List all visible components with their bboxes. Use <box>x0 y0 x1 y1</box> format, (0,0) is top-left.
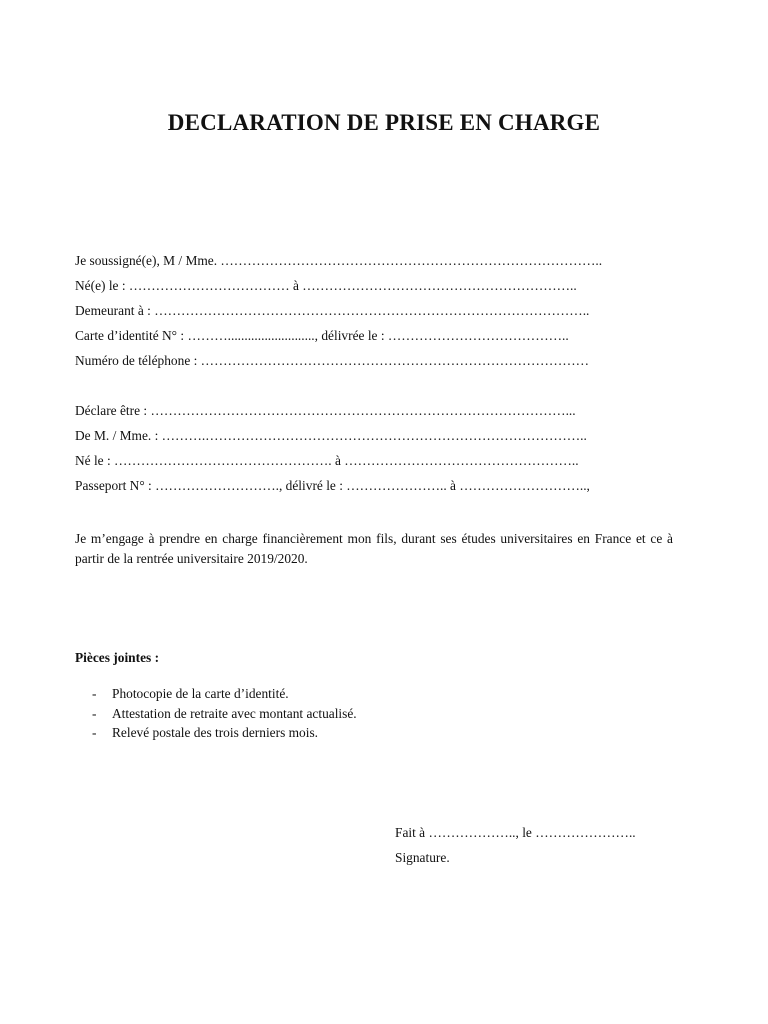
signature-label: Signature. <box>395 850 450 865</box>
place-date-line: Fait à ……………….., le ………………….. <box>395 825 636 840</box>
attachments-list <box>92 684 357 743</box>
field-line-telephone: Numéro de téléphone : …………………………………………………………………………… <box>75 353 590 368</box>
engagement-paragraph: Je m’engage à prendre en charge financièrement mon fils, durant ses études universitaires en France et ce à partir de la rentrée universitaire 2019/2020. <box>75 531 673 566</box>
list-item <box>92 704 357 724</box>
field-line-carte-identite: Carte d’identité N° : ……….........................., délivrée le : ………………………………….. <box>75 328 569 343</box>
field-line-passeport: Passeport N° : ………………………., délivré le : ………………….. à ……………………….., <box>75 478 590 493</box>
bullet-dash: - <box>92 686 97 701</box>
field-line-ne-le: Né le : …………………………………………. à …………………………………………….. <box>75 453 579 468</box>
attachments-title: Pièces jointes : <box>75 650 160 665</box>
attachment-item-label: Attestation de retraite avec montant actualisé. <box>112 705 357 721</box>
attachment-item-label: Photocopie de la carte d’identité. <box>112 686 289 701</box>
bullet-dash: - <box>92 705 97 721</box>
list-item <box>92 684 357 704</box>
list-item <box>92 723 357 743</box>
field-line-declare-etre: Déclare être : …………………………………………………………………………………... <box>75 403 576 418</box>
field-line-demeurant: Demeurant à : …………………………………………………………………………………….. <box>75 303 590 318</box>
field-line-de-m-mme: De M. / Mme. : ……….………………………………………………………………………….. <box>75 428 587 443</box>
attachment-item-label: Relevé postale des trois derniers mois. <box>112 725 319 740</box>
document-title: DECLARATION DE PRISE EN CHARGE <box>167 110 601 135</box>
field-line-soussigne: Je soussigné(e), M / Mme. ………………………………………………………………………….. <box>75 253 603 268</box>
bullet-dash: - <box>92 725 97 740</box>
field-line-date-lieu-naissance: Né(e) le : ……………………………… à …………………………………………………….. <box>75 278 577 293</box>
